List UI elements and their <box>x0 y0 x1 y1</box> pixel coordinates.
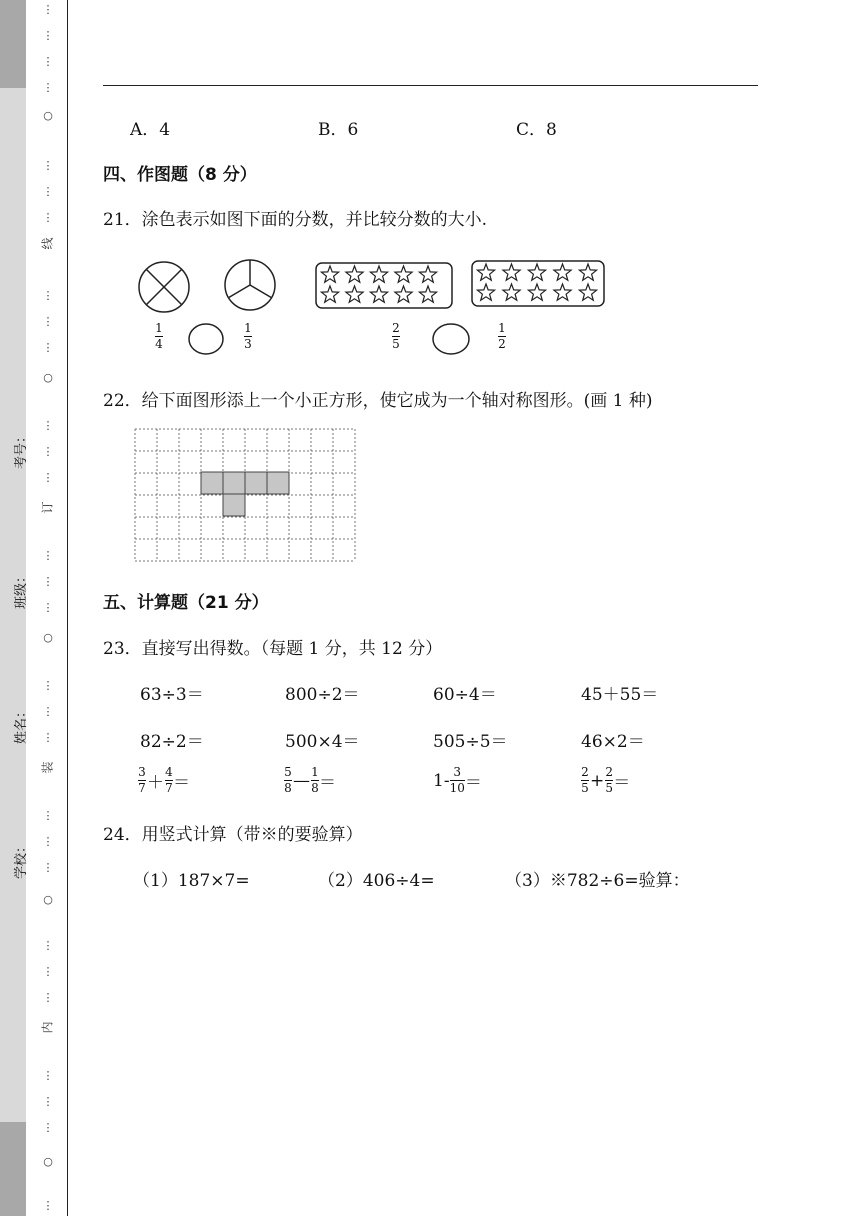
compare-circle-1[interactable] <box>187 322 225 356</box>
school-field: 学校： <box>14 839 30 880</box>
star-icon <box>346 286 363 302</box>
dot-mark: ⋮ <box>42 159 54 172</box>
frac-2-5: 2 5 <box>392 321 400 351</box>
dot-mark: ⋮ <box>42 705 54 718</box>
calc-r3-1: $\frac{3}{7}$ ＋ $\frac{4}{7}$ ＝ <box>138 765 190 795</box>
class-field: 班级： <box>14 569 30 610</box>
option-c: C．8 <box>516 120 557 140</box>
q24-item-2: （2）406÷4= <box>318 871 435 891</box>
star-icon <box>528 264 545 280</box>
star-icon <box>370 286 387 302</box>
star-icon <box>419 266 436 282</box>
dot-mark: ⋮ <box>42 211 54 224</box>
calc-r1-1: 63÷3＝ <box>140 685 204 705</box>
q21-figures <box>130 255 620 315</box>
cut-circle: ○ <box>43 631 53 644</box>
dot-mark: ⋮ <box>42 991 54 1004</box>
section5-title: 五、计算题（21 分） <box>103 593 269 613</box>
calc-r2-3: 505÷5＝ <box>433 732 508 752</box>
star-icon <box>419 286 436 302</box>
cut-label: 订 <box>40 501 55 514</box>
cut-circle: ○ <box>43 893 53 906</box>
star-icon <box>554 284 571 300</box>
q24-item-3: （3）※782÷6=验算： <box>505 871 690 891</box>
star-icon <box>503 284 520 300</box>
frac-1-4: 1 4 <box>155 321 163 351</box>
q23-text: 23．直接写出得数。（每题 1 分，共 12 分） <box>103 639 443 659</box>
star-icon <box>395 286 412 302</box>
margin-rule <box>67 0 68 1216</box>
dot-mark: ⋮ <box>42 185 54 198</box>
cut-circle: ○ <box>43 1155 53 1168</box>
dot-mark: ⋮ <box>42 81 54 94</box>
dot-mark: ⋮ <box>42 549 54 562</box>
star-icon <box>395 266 412 282</box>
gutter-bottom-block <box>0 1122 26 1216</box>
calc-r2-4: 46×2＝ <box>581 732 645 752</box>
q24-text: 24．用竖式计算（带※的要验算） <box>103 825 363 845</box>
dot-mark: ⋮ <box>42 601 54 614</box>
star-icon <box>503 264 520 280</box>
q22-text: 22．给下面图形添上一个小正方形，使它成为一个轴对称图形。(画 1 种) <box>103 391 653 411</box>
option-b: B．6 <box>318 120 359 140</box>
dot-mark: ⋮ <box>42 835 54 848</box>
calc-r2-2: 500×4＝ <box>285 732 360 752</box>
gutter-top-block <box>0 0 26 88</box>
star-icon <box>554 264 571 280</box>
cut-circle: ○ <box>43 109 53 122</box>
q22-grid[interactable] <box>134 428 356 562</box>
star-icon <box>321 266 338 282</box>
dot-mark: ⋮ <box>42 809 54 822</box>
t-shape-stem <box>223 494 245 516</box>
star-icon <box>321 286 338 302</box>
circle-quarters <box>139 262 189 312</box>
cut-label: 内 <box>40 1021 55 1034</box>
q24-item-1: （1）187×7= <box>133 871 250 891</box>
star-icon <box>370 266 387 282</box>
calc-r3-4: $\frac{2}{5}$ + $\frac{2}{5}$ ＝ <box>581 765 631 795</box>
dot-mark: ⋮ <box>42 3 54 16</box>
calc-r1-4: 45＋55＝ <box>581 685 659 705</box>
calc-r2-1: 82÷2＝ <box>140 732 204 752</box>
calc-r1-3: 60÷4＝ <box>433 685 497 705</box>
frac-1-3: 1 3 <box>244 321 252 351</box>
answer-rule <box>103 85 758 86</box>
name-field: 姓名： <box>14 704 30 745</box>
star-icon <box>346 266 363 282</box>
dot-mark: ⋮ <box>42 731 54 744</box>
frac-1-2: 1 2 <box>498 321 506 351</box>
calc-r1-2: 800÷2＝ <box>285 685 360 705</box>
star-icon <box>528 284 545 300</box>
q21-text: 21．涂色表示如图下面的分数，并比较分数的大小. <box>103 210 488 230</box>
cut-circle: ○ <box>43 371 53 384</box>
dot-mark: ⋮ <box>42 861 54 874</box>
dot-mark: ⋮ <box>42 471 54 484</box>
star-icon <box>579 264 596 280</box>
dot-mark: ⋮ <box>42 1121 54 1134</box>
dot-mark: ⋮ <box>42 939 54 952</box>
star-icon <box>477 264 494 280</box>
exam-number-field: 考号： <box>14 429 30 470</box>
option-a: A．4 <box>130 120 171 140</box>
dot-mark: ⋮ <box>42 965 54 978</box>
calc-r3-3: 1- $\frac{3}{10}$ ＝ <box>433 765 482 795</box>
dot-mark: ⋮ <box>42 341 54 354</box>
dot-mark: ⋮ <box>42 55 54 68</box>
dot-mark: ⋮ <box>42 1095 54 1108</box>
dot-mark: ⋮ <box>42 575 54 588</box>
dot-mark: ⋮ <box>42 289 54 302</box>
dot-mark: ⋮ <box>42 1199 54 1212</box>
dot-mark: ⋮ <box>42 419 54 432</box>
cut-line <box>41 0 55 1216</box>
circle-thirds <box>225 260 275 310</box>
compare-circle-2[interactable] <box>431 322 471 356</box>
cut-label: 装 <box>40 761 55 774</box>
dot-mark: ⋮ <box>42 445 54 458</box>
star-icon <box>477 284 494 300</box>
dot-mark: ⋮ <box>42 29 54 42</box>
cut-label: 线 <box>40 237 55 250</box>
dot-mark: ⋮ <box>42 315 54 328</box>
star-icon <box>579 284 596 300</box>
dot-mark: ⋮ <box>42 1069 54 1082</box>
section4-title: 四、作图题（8 分） <box>103 165 257 185</box>
dot-mark: ⋮ <box>42 679 54 692</box>
calc-r3-2: $\frac{5}{8}$ — $\frac{1}{8}$ ＝ <box>284 765 336 795</box>
